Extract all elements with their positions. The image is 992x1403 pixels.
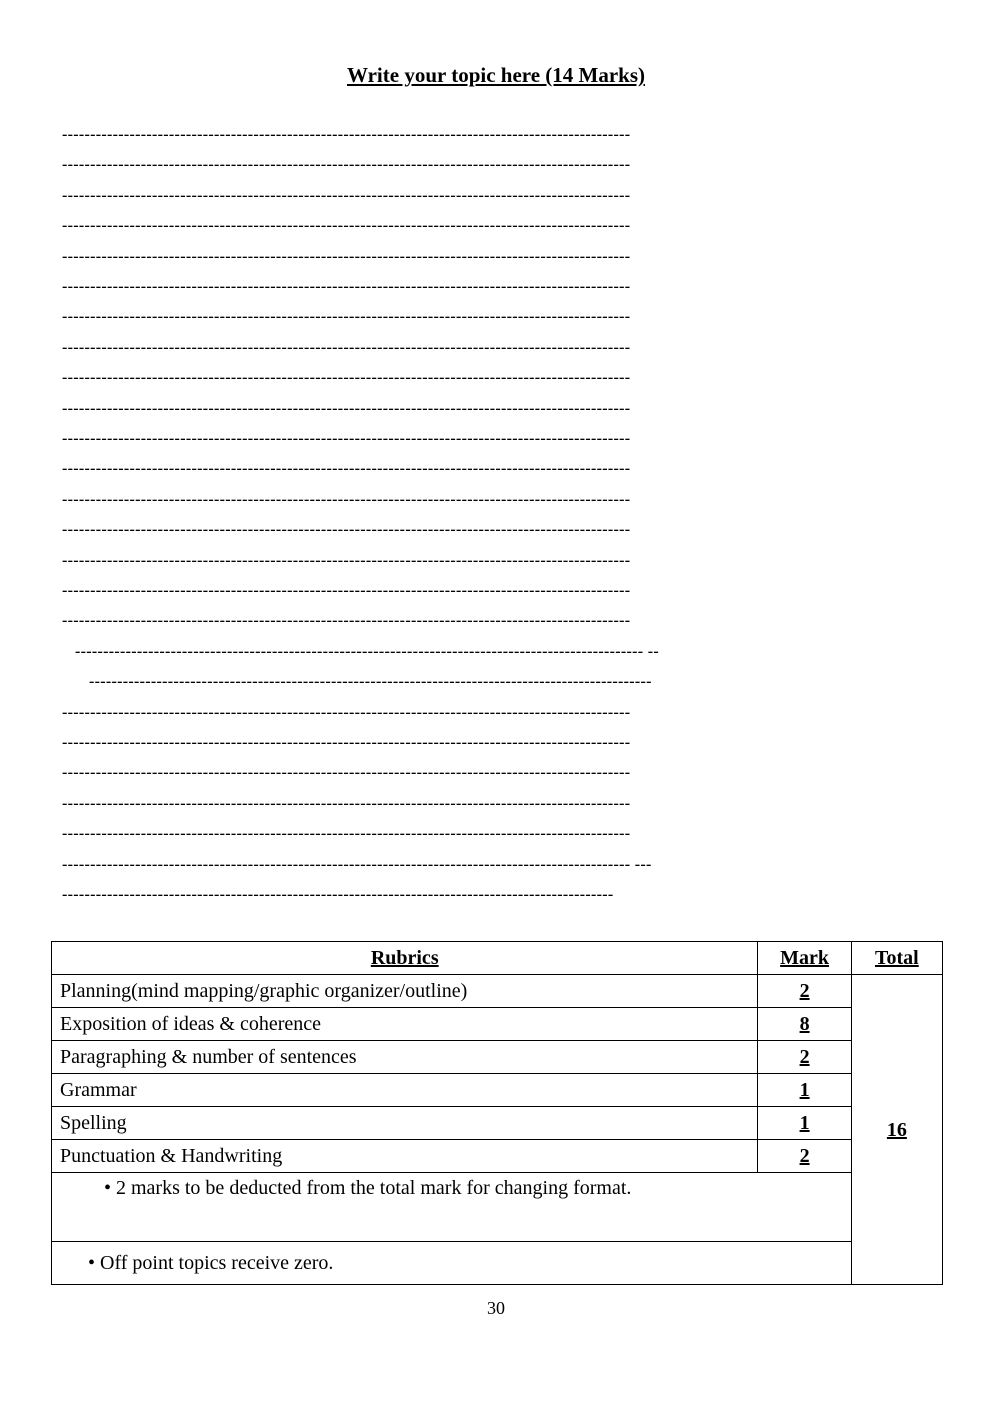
writing-line: -----------------------------------------------------------------------------------------------------	[62, 703, 631, 721]
writing-line: -----------------------------------------------------------------------------------------------------	[62, 308, 631, 326]
note-row	[52, 1173, 943, 1242]
total-header: Total	[851, 942, 942, 975]
note-row	[52, 1242, 943, 1285]
writing-line: -----------------------------------------------------------------------------------------------------	[62, 612, 631, 630]
writing-line: -----------------------------------------------------------------------------------------------------	[62, 794, 631, 812]
rubrics-header: Rubrics	[52, 942, 758, 975]
writing-line: ----------------------------------------------------------------------------------------------------- --	[75, 642, 659, 660]
writing-line: -----------------------------------------------------------------------------------------------------	[62, 338, 631, 356]
writing-line: -----------------------------------------------------------------------------------------------------	[62, 521, 631, 539]
writing-line: -----------------------------------------------------------------------------------------------------	[62, 399, 631, 417]
writing-line: -----------------------------------------------------------------------------------------------------	[62, 126, 631, 143]
page-number: 30	[487, 1298, 505, 1318]
mark-header: Mark	[758, 942, 851, 975]
writing-line: -----------------------------------------------------------------------------------------------------	[62, 156, 631, 174]
writing-line: --------------------------------------------------------------------------------------------------	[62, 886, 614, 903]
writing-line: -----------------------------------------------------------------------------------------------------	[62, 764, 631, 782]
writing-line: -----------------------------------------------------------------------------------------------------	[62, 460, 631, 478]
rubric-label: Paragraphing & number of sentences	[52, 1041, 758, 1074]
rubric-label: Planning(mind mapping/graphic organizer/outline)	[52, 975, 758, 1008]
writing-line: -----------------------------------------------------------------------------------------------------	[62, 582, 631, 599]
rubric-label: Punctuation & Handwriting	[52, 1140, 758, 1173]
rubric-total: 16	[851, 975, 942, 1285]
writing-line: -----------------------------------------------------------------------------------------------------	[62, 551, 631, 569]
page-title: Write your topic here (14 Marks)	[346, 63, 646, 87]
writing-line: -----------------------------------------------------------------------------------------------------	[62, 247, 631, 265]
rubric-note-format: • 2 marks to be deducted from the total mark for changing format.	[52, 1173, 852, 1242]
rubric-label: Spelling	[52, 1107, 758, 1140]
writing-line: -----------------------------------------------------------------------------------------------------	[62, 430, 631, 447]
writing-line: ----------------------------------------------------------------------------------------------------	[89, 673, 652, 691]
rubric-mark: 2	[758, 975, 851, 1008]
rubric-label: Exposition of ideas & coherence	[52, 1008, 758, 1041]
table-row	[52, 975, 943, 1008]
table-row	[52, 1140, 943, 1173]
writing-line: -----------------------------------------------------------------------------------------------------	[62, 186, 631, 204]
writing-line: -----------------------------------------------------------------------------------------------------	[62, 278, 631, 295]
table-row	[52, 1107, 943, 1140]
rubric-mark: 2	[758, 1041, 851, 1074]
writing-line: -----------------------------------------------------------------------------------------------------	[62, 825, 631, 843]
table-row	[52, 1008, 943, 1041]
writing-line: -----------------------------------------------------------------------------------------------------	[62, 734, 631, 751]
rubric-table	[51, 941, 943, 1285]
rubric-header-row	[52, 942, 943, 975]
rubric-mark: 8	[758, 1008, 851, 1041]
rubric-label: Grammar	[52, 1074, 758, 1107]
writing-line: -----------------------------------------------------------------------------------------------------	[62, 217, 631, 235]
writing-line: ----------------------------------------------------------------------------------------------------- ---	[62, 855, 652, 873]
writing-line: -----------------------------------------------------------------------------------------------------	[62, 369, 631, 387]
writing-line: -----------------------------------------------------------------------------------------------------	[62, 490, 631, 508]
rubric-note-off-point: • Off point topics receive zero.	[52, 1242, 852, 1285]
rubric-mark: 2	[758, 1140, 851, 1173]
table-row	[52, 1074, 943, 1107]
table-row	[52, 1041, 943, 1074]
rubric-mark: 1	[758, 1074, 851, 1107]
rubric-mark: 1	[758, 1107, 851, 1140]
